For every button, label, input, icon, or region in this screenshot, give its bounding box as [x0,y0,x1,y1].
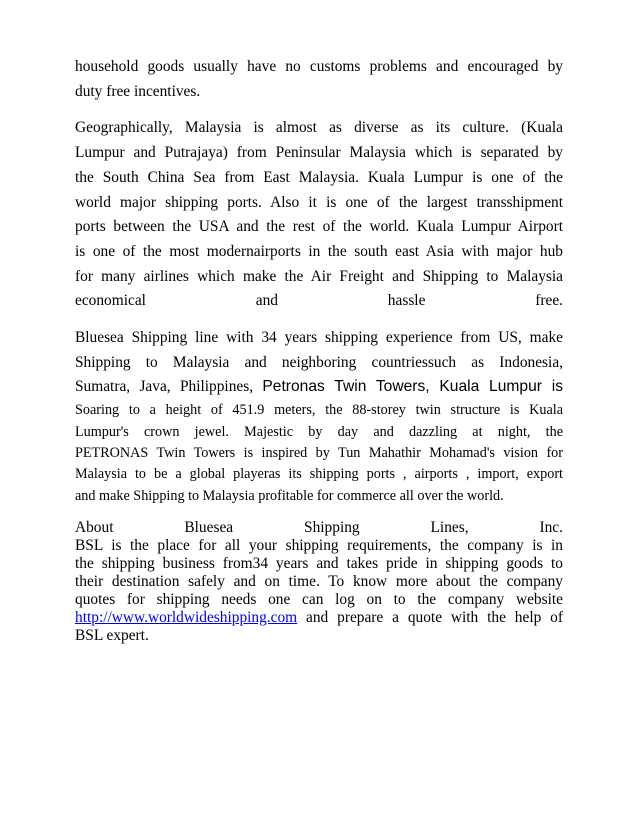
text-line-mixed-font [75,375,563,400]
text-line: the South China Sea from East Malaysia. Kuala Lumpur is one of the [75,168,563,186]
text-line: for many airlines which make the Air Freight and Shipping to Malaysia [75,267,563,285]
text-sans: Petronas Twin Towers, Kuala Lumpur is [262,378,563,396]
text-line: and make Shipping to Malaysia profitable for commerce all over the world. [75,487,504,504]
text-line: household goods usually have no customs problems and encouraged by [75,58,563,75]
paragraph-about-bluesea [75,519,563,645]
text-line: quotes for shipping needs one can log on to the company website [75,591,563,609]
text-line: Shipping to Malaysia and neighboring countriessuch as Indonesia, [75,353,563,371]
word: About [75,519,114,537]
text-line: PETRONAS Twin Towers is inspired by Tun Mahathir Mohamad's vision for [75,444,563,461]
paragraph-household-goods [75,55,563,104]
text-line-with-link [75,609,563,627]
text-line: ports between the USA and the rest of the world. Kuala Lumpur Airport [75,218,563,236]
word: Bluesea [184,519,234,537]
word: Lines, [430,519,469,537]
text-line: their destination safely and on time. To know more about the company [75,573,563,591]
word: hassle [387,292,426,310]
word: Shipping [304,519,360,537]
text-line: Lumpur and Putrajaya) from Peninsular Malaysia which is separated by [75,144,563,162]
document-page [75,55,563,645]
heading-about-bluesea [75,519,563,537]
word: economical [75,292,146,310]
text-line: Bluesea Shipping line with 34 years shipping experience from US, make [75,329,563,347]
text-line-spread [75,289,563,314]
text-line: BSL expert. [75,627,149,645]
word: Inc. [539,519,563,537]
text-line: the shipping business from34 years and takes pride in shipping goods to [75,555,563,573]
text-line: Geographically, Malaysia is almost as diverse as its culture. (Kuala [75,119,563,137]
text-serif: Sumatra, Java, Philippines, [75,378,254,396]
text-line: BSL is the place for all your shipping requirements, the company is in [75,537,563,555]
text-line: Soaring to a height of 451.9 meters, the 88-storey twin structure is Kuala [75,402,563,419]
text-line: duty free incentives. [75,82,201,100]
word: and [255,292,278,310]
word: free. [535,292,563,310]
text-line: world major shipping ports. Also it is one of the largest transshipment [75,193,563,211]
paragraph-bluesea-malaysia [75,326,563,507]
text-line: Lumpur's crown jewel. Majestic by day and dazzling at night, the [75,423,563,440]
paragraph-geography [75,116,563,314]
text-line: Malaysia to be a global playeras its shipping ports , airports , import, export [75,466,563,483]
small-text-block [75,400,563,507]
text-after-link: and prepare a quote with the help of [297,609,563,627]
website-link[interactable]: http://www.worldwideshipping.com [75,609,298,627]
text-line: is one of the most modernairports in the south east Asia with major hub [75,242,563,260]
